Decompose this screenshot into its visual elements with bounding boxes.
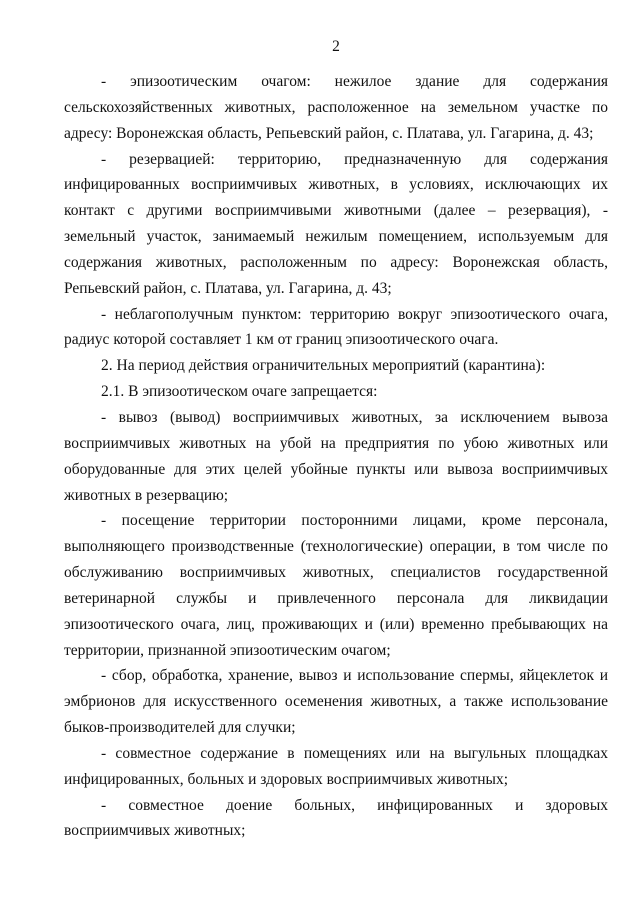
paragraph-removal-ban: - вывоз (вывод) восприимчивых животных, за исключением вывоза восприимчивых животных на убой на предприятия по убою животных или оборудованные для этих целей убойные пункты или вывоза восприимчивых животных в резервацию;: [64, 408, 608, 504]
document-body: [64, 69, 608, 844]
paragraph-visiting-ban: - посещение территории посторонними лицами, кроме персонала, выполняющего производственные (технологические) операции, в том числе по обслуживанию восприимчивых животных, специалистов государственной ветеринарной службы и привлеченного персонала для ликвидации эпизоотического очага, лиц, проживающих и (или) временно пребывающих на территории, признанной эпизоотическим очагом;: [64, 512, 608, 659]
paragraph-joint-keeping-ban: - совместное содержание в помещениях или на выгульных площадках инфицированных, больных и здоровых восприимчивых животных;: [64, 744, 608, 788]
paragraph-section-2: 2. На период действия ограничительных мероприятий (карантина):: [101, 357, 546, 375]
paragraph-section-2-1: 2.1. В эпизоотическом очаге запрещается:: [101, 383, 378, 401]
paragraph-reservation: - резервацией: территорию, предназначенную для содержания инфицированных восприимчивых животных, в условиях, исключающих их контакт с другими восприимчивыми животными (далее – резервация), - земельный участок, занимаемый нежилым помещением, используемым для содержания животных, расположенным по адресу: Воронежская область, Репьевский район, с. Платава, ул. Гагарина, д. 43;: [64, 150, 608, 297]
page-number: 2: [332, 38, 340, 55]
paragraph-joint-milking-ban: - совместное доение больных, инфицированных и здоровых восприимчивых животных;: [64, 796, 608, 840]
paragraph-affected-area: - неблагополучным пунктом: территорию вокруг эпизоотического очага, радиус которой составляет 1 км от границ эпизоотического очага.: [64, 305, 608, 349]
paragraph-sperm-ban: - сбор, обработка, хранение, вывоз и использование спермы, яйцеклеток и эмбрионов для искусственного осеменения животных, а также использование быков-производителей для случки;: [64, 667, 608, 737]
paragraph-epizootic-focus: - эпизоотическим очагом: нежилое здание для содержания сельскохозяйственных животных, расположенное на земельном участке по адресу: Воронежская область, Репьевский район, с. Платава, ул. Гагарина, д. 43;: [64, 73, 608, 142]
